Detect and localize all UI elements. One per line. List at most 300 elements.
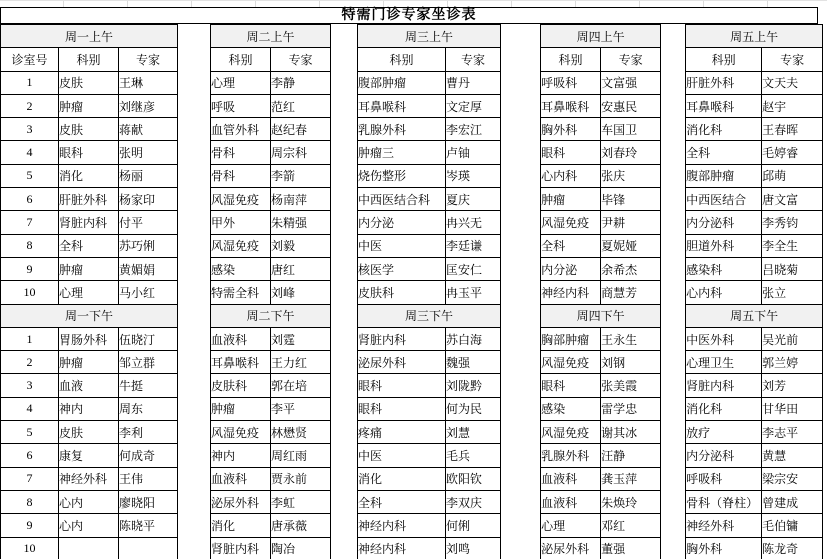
dept-cell: 风湿免疫 bbox=[211, 188, 271, 211]
dept-cell: 骨科 bbox=[211, 164, 271, 187]
dept-cell: 疼痛 bbox=[358, 421, 446, 444]
table-row bbox=[1, 327, 178, 350]
dept-cell: 腹部肿瘤 bbox=[358, 71, 446, 94]
expert-cell: 李平 bbox=[271, 397, 331, 420]
dept-cell: 肾脏内科 bbox=[211, 537, 271, 559]
table-row bbox=[686, 421, 823, 444]
dept-cell: 乳腺外科 bbox=[541, 444, 601, 467]
table-row bbox=[686, 397, 823, 420]
dept-cell: 全科 bbox=[686, 141, 762, 164]
dept-cell: 耳鼻喉科 bbox=[541, 94, 601, 117]
dept-cell: 眼科 bbox=[358, 397, 446, 420]
dept-cell: 神经内科 bbox=[358, 514, 446, 537]
table-row bbox=[358, 327, 501, 350]
dept-cell: 消化科 bbox=[686, 397, 762, 420]
dept-cell: 全科 bbox=[541, 234, 601, 257]
expert-cell: 汪静 bbox=[601, 444, 661, 467]
room-number-cell: 4 bbox=[1, 397, 59, 420]
dept-cell: 中医 bbox=[358, 444, 446, 467]
pm-header: 周一下午 bbox=[1, 304, 178, 327]
table-row bbox=[541, 141, 661, 164]
table-row bbox=[211, 164, 331, 187]
table-row bbox=[1, 141, 178, 164]
expert-cell: 李廷谦 bbox=[446, 234, 501, 257]
table-row bbox=[1, 374, 178, 397]
expert-cell: 张庆 bbox=[601, 164, 661, 187]
table-row bbox=[358, 71, 501, 94]
dept-cell: 烧伤整形 bbox=[358, 164, 446, 187]
table-row bbox=[686, 188, 823, 211]
dept-cell: 消化科 bbox=[686, 118, 762, 141]
schedule-groups bbox=[0, 24, 818, 559]
expert-cell: 曹丹 bbox=[446, 71, 501, 94]
expert-cell: 匡安仁 bbox=[446, 257, 501, 280]
expert-cell: 毛伯镛 bbox=[762, 514, 823, 537]
table-row bbox=[686, 118, 823, 141]
room-number-cell: 4 bbox=[1, 141, 59, 164]
expert-header: 专家 bbox=[762, 48, 823, 71]
expert-cell: 谢其冰 bbox=[601, 421, 661, 444]
table-row bbox=[358, 537, 501, 559]
expert-cell bbox=[119, 537, 178, 559]
dept-cell: 核医学 bbox=[358, 257, 446, 280]
dept-cell: 肿瘤三 bbox=[358, 141, 446, 164]
dept-cell: 胆道外科 bbox=[686, 234, 762, 257]
table-row bbox=[358, 211, 501, 234]
dept-cell: 皮肤 bbox=[59, 118, 119, 141]
table-row bbox=[541, 421, 661, 444]
expert-cell: 车国卫 bbox=[601, 118, 661, 141]
table-row bbox=[1, 467, 178, 490]
expert-cell: 雷学忠 bbox=[601, 397, 661, 420]
dept-cell: 血液科 bbox=[211, 467, 271, 490]
expert-cell: 周宗科 bbox=[271, 141, 331, 164]
table-row bbox=[541, 71, 661, 94]
dept-cell: 肾脏内科 bbox=[686, 374, 762, 397]
expert-cell: 李宏江 bbox=[446, 118, 501, 141]
dept-cell: 风湿免疫 bbox=[541, 211, 601, 234]
table-row bbox=[211, 234, 331, 257]
expert-cell: 何为民 bbox=[446, 397, 501, 420]
expert-cell: 王永生 bbox=[601, 327, 661, 350]
table-row bbox=[1, 257, 178, 280]
table-row bbox=[686, 141, 823, 164]
dept-cell: 肝脏外科 bbox=[59, 188, 119, 211]
dept-cell: 心内科 bbox=[686, 281, 762, 304]
table-row bbox=[358, 421, 501, 444]
expert-cell: 张美霞 bbox=[601, 374, 661, 397]
expert-cell: 毛兵 bbox=[446, 444, 501, 467]
expert-cell: 岑瑛 bbox=[446, 164, 501, 187]
table-row bbox=[1, 421, 178, 444]
dept-cell: 肾脏内科 bbox=[358, 327, 446, 350]
room-number-cell: 8 bbox=[1, 234, 59, 257]
dept-cell: 胸外科 bbox=[686, 537, 762, 559]
dept-cell: 眼科 bbox=[358, 374, 446, 397]
am-header: 周二上午 bbox=[211, 25, 331, 48]
expert-cell: 甘华田 bbox=[762, 397, 823, 420]
expert-cell: 曾建成 bbox=[762, 490, 823, 513]
room-number-cell: 8 bbox=[1, 490, 59, 513]
expert-cell: 冉玉平 bbox=[446, 281, 501, 304]
dept-cell: 血液科 bbox=[541, 467, 601, 490]
expert-cell: 王琳 bbox=[119, 71, 178, 94]
dept-cell: 中西医结合科 bbox=[358, 188, 446, 211]
expert-cell: 欧阳钦 bbox=[446, 467, 501, 490]
table-row bbox=[541, 444, 661, 467]
pm-header: 周四下午 bbox=[541, 304, 661, 327]
table-row bbox=[211, 351, 331, 374]
dept-header: 科别 bbox=[686, 48, 762, 71]
table-row bbox=[1, 514, 178, 537]
am-header: 周一上午 bbox=[1, 25, 178, 48]
dept-cell: 血液科 bbox=[541, 490, 601, 513]
expert-cell: 安惠民 bbox=[601, 94, 661, 117]
expert-cell: 杨家印 bbox=[119, 188, 178, 211]
table-row bbox=[541, 257, 661, 280]
table-row bbox=[1, 71, 178, 94]
dept-cell: 耳鼻喉科 bbox=[686, 94, 762, 117]
expert-cell: 陈晓平 bbox=[119, 514, 178, 537]
table-row bbox=[358, 141, 501, 164]
dept-cell: 胸部肿瘤 bbox=[541, 327, 601, 350]
pm-header: 周三下午 bbox=[358, 304, 501, 327]
dept-cell: 皮肤 bbox=[59, 421, 119, 444]
table-row bbox=[211, 397, 331, 420]
table-row bbox=[1, 234, 178, 257]
table-row bbox=[211, 211, 331, 234]
dept-cell: 内分泌科 bbox=[686, 211, 762, 234]
expert-cell: 赵纪春 bbox=[271, 118, 331, 141]
expert-cell: 伍晓汀 bbox=[119, 327, 178, 350]
dept-cell: 乳腺外科 bbox=[358, 118, 446, 141]
expert-cell: 尹耕 bbox=[601, 211, 661, 234]
dept-cell: 全科 bbox=[59, 234, 119, 257]
dept-cell: 消化 bbox=[59, 164, 119, 187]
table-row bbox=[541, 327, 661, 350]
dept-cell: 耳鼻喉科 bbox=[358, 94, 446, 117]
table-row bbox=[1, 211, 178, 234]
dept-cell: 肿瘤 bbox=[59, 257, 119, 280]
table-row bbox=[211, 467, 331, 490]
table-row bbox=[358, 514, 501, 537]
expert-cell: 郭在培 bbox=[271, 374, 331, 397]
expert-cell: 牛挺 bbox=[119, 374, 178, 397]
room-number-cell: 10 bbox=[1, 537, 59, 559]
table-row bbox=[1, 537, 178, 559]
dept-cell: 感染 bbox=[211, 257, 271, 280]
table-row bbox=[211, 188, 331, 211]
table-row bbox=[211, 514, 331, 537]
expert-cell: 陶冶 bbox=[271, 537, 331, 559]
room-number-cell: 6 bbox=[1, 444, 59, 467]
table-row bbox=[686, 281, 823, 304]
dept-cell: 泌尿外科 bbox=[541, 537, 601, 559]
dept-cell: 骨科（脊柱） bbox=[686, 490, 762, 513]
expert-cell: 李虹 bbox=[271, 490, 331, 513]
expert-cell: 卢铀 bbox=[446, 141, 501, 164]
table-row bbox=[358, 257, 501, 280]
table-row bbox=[541, 467, 661, 490]
dept-cell: 特需全科 bbox=[211, 281, 271, 304]
room-number-cell: 3 bbox=[1, 374, 59, 397]
dept-cell: 内分泌 bbox=[358, 211, 446, 234]
column-gap bbox=[331, 24, 357, 34]
dept-header: 科别 bbox=[59, 48, 119, 71]
dept-cell: 呼吸科 bbox=[541, 71, 601, 94]
room-number-cell: 7 bbox=[1, 211, 59, 234]
expert-cell: 黄媚娟 bbox=[119, 257, 178, 280]
table-row bbox=[541, 490, 661, 513]
day-group-1 bbox=[0, 24, 178, 559]
room-number-cell: 5 bbox=[1, 164, 59, 187]
dept-cell: 消化 bbox=[211, 514, 271, 537]
expert-cell: 刘春玲 bbox=[601, 141, 661, 164]
expert-cell: 刘毅 bbox=[271, 234, 331, 257]
dept-header: 科别 bbox=[358, 48, 446, 71]
dept-cell: 骨科 bbox=[211, 141, 271, 164]
dept-cell: 呼吸科 bbox=[686, 467, 762, 490]
sheet-title: 特需门诊专家坐诊表 bbox=[0, 7, 818, 24]
dept-cell: 皮肤 bbox=[59, 71, 119, 94]
expert-cell: 廖晓阳 bbox=[119, 490, 178, 513]
table-row bbox=[211, 71, 331, 94]
expert-cell: 吕晓菊 bbox=[762, 257, 823, 280]
expert-cell: 张明 bbox=[119, 141, 178, 164]
dept-cell: 感染 bbox=[541, 397, 601, 420]
expert-cell: 唐红 bbox=[271, 257, 331, 280]
table-row bbox=[1, 351, 178, 374]
dept-header: 科别 bbox=[211, 48, 271, 71]
room-number-cell: 2 bbox=[1, 94, 59, 117]
expert-cell: 唐承薇 bbox=[271, 514, 331, 537]
table-row bbox=[541, 397, 661, 420]
expert-cell: 何俐 bbox=[446, 514, 501, 537]
expert-cell: 冉兴无 bbox=[446, 211, 501, 234]
expert-cell: 贾永前 bbox=[271, 467, 331, 490]
dept-cell: 呼吸 bbox=[211, 94, 271, 117]
expert-cell: 刘慧 bbox=[446, 421, 501, 444]
table-row bbox=[541, 281, 661, 304]
room-number-cell: 1 bbox=[1, 71, 59, 94]
dept-cell: 神内 bbox=[59, 397, 119, 420]
expert-cell: 邓红 bbox=[601, 514, 661, 537]
dept-cell: 肿瘤 bbox=[211, 397, 271, 420]
table-row bbox=[358, 188, 501, 211]
table-row bbox=[358, 351, 501, 374]
dept-cell: 风湿免疫 bbox=[211, 234, 271, 257]
dept-cell: 康复 bbox=[59, 444, 119, 467]
expert-cell: 毕锋 bbox=[601, 188, 661, 211]
room-number-header: 诊室号 bbox=[1, 48, 59, 71]
table-row bbox=[1, 444, 178, 467]
expert-cell: 邱萌 bbox=[762, 164, 823, 187]
expert-cell: 唐文富 bbox=[762, 188, 823, 211]
dept-cell: 内分泌 bbox=[541, 257, 601, 280]
table-row bbox=[358, 374, 501, 397]
table-row bbox=[686, 327, 823, 350]
expert-cell: 李志平 bbox=[762, 421, 823, 444]
day-group-2 bbox=[210, 24, 331, 559]
expert-cell: 蒋献 bbox=[119, 118, 178, 141]
dept-cell: 神经外科 bbox=[59, 467, 119, 490]
dept-cell: 神经外科 bbox=[686, 514, 762, 537]
expert-cell: 付平 bbox=[119, 211, 178, 234]
dept-cell: 中西医结合 bbox=[686, 188, 762, 211]
table-row bbox=[541, 514, 661, 537]
dept-cell: 血液 bbox=[59, 374, 119, 397]
table-row bbox=[358, 118, 501, 141]
dept-cell: 心内科 bbox=[541, 164, 601, 187]
table-row bbox=[541, 188, 661, 211]
column-gap bbox=[501, 24, 540, 34]
table-row bbox=[541, 537, 661, 559]
room-number-cell: 3 bbox=[1, 118, 59, 141]
table-row bbox=[211, 490, 331, 513]
expert-cell: 何成奇 bbox=[119, 444, 178, 467]
column-gap bbox=[661, 24, 685, 34]
dept-cell: 神内 bbox=[211, 444, 271, 467]
expert-cell: 刘钢 bbox=[601, 351, 661, 374]
expert-cell: 苏巧俐 bbox=[119, 234, 178, 257]
dept-cell: 皮肤科 bbox=[211, 374, 271, 397]
expert-cell: 朱精强 bbox=[271, 211, 331, 234]
dept-cell: 风湿免疫 bbox=[211, 421, 271, 444]
expert-cell: 董强 bbox=[601, 537, 661, 559]
dept-cell: 心理 bbox=[541, 514, 601, 537]
table-row bbox=[1, 397, 178, 420]
expert-cell: 龚玉萍 bbox=[601, 467, 661, 490]
room-number-cell: 9 bbox=[1, 257, 59, 280]
expert-cell: 郭兰婷 bbox=[762, 351, 823, 374]
dept-cell: 肿瘤 bbox=[59, 351, 119, 374]
expert-cell: 赵宇 bbox=[762, 94, 823, 117]
dept-cell: 消化 bbox=[358, 467, 446, 490]
expert-cell: 朱焕玲 bbox=[601, 490, 661, 513]
dept-cell: 胃肠外科 bbox=[59, 327, 119, 350]
expert-cell: 吴光前 bbox=[762, 327, 823, 350]
expert-cell: 刘霆 bbox=[271, 327, 331, 350]
dept-cell: 胸外科 bbox=[541, 118, 601, 141]
day-group-5 bbox=[685, 24, 823, 559]
table-row bbox=[211, 118, 331, 141]
dept-cell: 风湿免疫 bbox=[541, 421, 601, 444]
dept-cell: 泌尿外科 bbox=[358, 351, 446, 374]
room-number-cell: 2 bbox=[1, 351, 59, 374]
expert-cell: 商慧芳 bbox=[601, 281, 661, 304]
expert-header: 专家 bbox=[446, 48, 501, 71]
table-row bbox=[1, 164, 178, 187]
table-row bbox=[211, 327, 331, 350]
dept-cell: 肿瘤 bbox=[541, 188, 601, 211]
expert-cell: 李秀钧 bbox=[762, 211, 823, 234]
table-row bbox=[686, 164, 823, 187]
table-row bbox=[541, 164, 661, 187]
column-gap bbox=[178, 24, 210, 34]
dept-cell: 心理 bbox=[211, 71, 271, 94]
table-row bbox=[686, 211, 823, 234]
dept-cell: 感染科 bbox=[686, 257, 762, 280]
dept-cell: 神经内科 bbox=[358, 537, 446, 559]
expert-cell: 梁宗安 bbox=[762, 467, 823, 490]
table-row bbox=[686, 94, 823, 117]
expert-cell: 杨南萍 bbox=[271, 188, 331, 211]
dept-cell: 内分泌科 bbox=[686, 444, 762, 467]
expert-cell: 黄慧 bbox=[762, 444, 823, 467]
expert-cell: 刘芳 bbox=[762, 374, 823, 397]
table-row bbox=[541, 118, 661, 141]
dept-header: 科别 bbox=[541, 48, 601, 71]
table-row bbox=[541, 234, 661, 257]
dept-cell: 甲外 bbox=[211, 211, 271, 234]
expert-cell: 陈龙奇 bbox=[762, 537, 823, 559]
day-group-4 bbox=[540, 24, 661, 559]
room-number-cell: 5 bbox=[1, 421, 59, 444]
table-row bbox=[686, 374, 823, 397]
am-header: 周五上午 bbox=[686, 25, 823, 48]
expert-cell: 夏妮娅 bbox=[601, 234, 661, 257]
dept-cell: 全科 bbox=[358, 490, 446, 513]
expert-cell: 夏庆 bbox=[446, 188, 501, 211]
dept-cell: 腹部肿瘤 bbox=[686, 164, 762, 187]
table-row bbox=[358, 164, 501, 187]
table-row bbox=[686, 234, 823, 257]
table-row bbox=[541, 211, 661, 234]
expert-cell: 王力红 bbox=[271, 351, 331, 374]
expert-header: 专家 bbox=[119, 48, 178, 71]
expert-cell: 李全生 bbox=[762, 234, 823, 257]
expert-header: 专家 bbox=[271, 48, 331, 71]
expert-cell: 刘峰 bbox=[271, 281, 331, 304]
expert-cell: 杨丽 bbox=[119, 164, 178, 187]
expert-cell: 刘继彦 bbox=[119, 94, 178, 117]
table-row bbox=[211, 421, 331, 444]
table-row bbox=[541, 374, 661, 397]
am-header: 周三上午 bbox=[358, 25, 501, 48]
dept-cell: 心理卫生 bbox=[686, 351, 762, 374]
dept-cell: 心内 bbox=[59, 514, 119, 537]
expert-cell: 王春晖 bbox=[762, 118, 823, 141]
expert-cell: 范红 bbox=[271, 94, 331, 117]
table-row bbox=[211, 374, 331, 397]
expert-cell: 李双庆 bbox=[446, 490, 501, 513]
table-row bbox=[358, 467, 501, 490]
table-row bbox=[686, 490, 823, 513]
table-row bbox=[686, 444, 823, 467]
expert-cell: 余希杰 bbox=[601, 257, 661, 280]
dept-cell: 皮肤科 bbox=[358, 281, 446, 304]
expert-cell: 魏强 bbox=[446, 351, 501, 374]
table-row bbox=[686, 71, 823, 94]
table-row bbox=[358, 490, 501, 513]
table-row bbox=[686, 351, 823, 374]
expert-cell: 刘鸣 bbox=[446, 537, 501, 559]
table-row bbox=[1, 281, 178, 304]
table-row bbox=[1, 490, 178, 513]
table-row bbox=[211, 537, 331, 559]
expert-cell: 文定厚 bbox=[446, 94, 501, 117]
dept-cell: 中医 bbox=[358, 234, 446, 257]
expert-cell: 毛婷睿 bbox=[762, 141, 823, 164]
dept-cell: 心内 bbox=[59, 490, 119, 513]
table-row bbox=[211, 141, 331, 164]
table-row bbox=[1, 94, 178, 117]
expert-cell: 李利 bbox=[119, 421, 178, 444]
expert-header: 专家 bbox=[601, 48, 661, 71]
dept-cell: 眼科 bbox=[541, 141, 601, 164]
dept-cell: 放疗 bbox=[686, 421, 762, 444]
table-row bbox=[358, 234, 501, 257]
